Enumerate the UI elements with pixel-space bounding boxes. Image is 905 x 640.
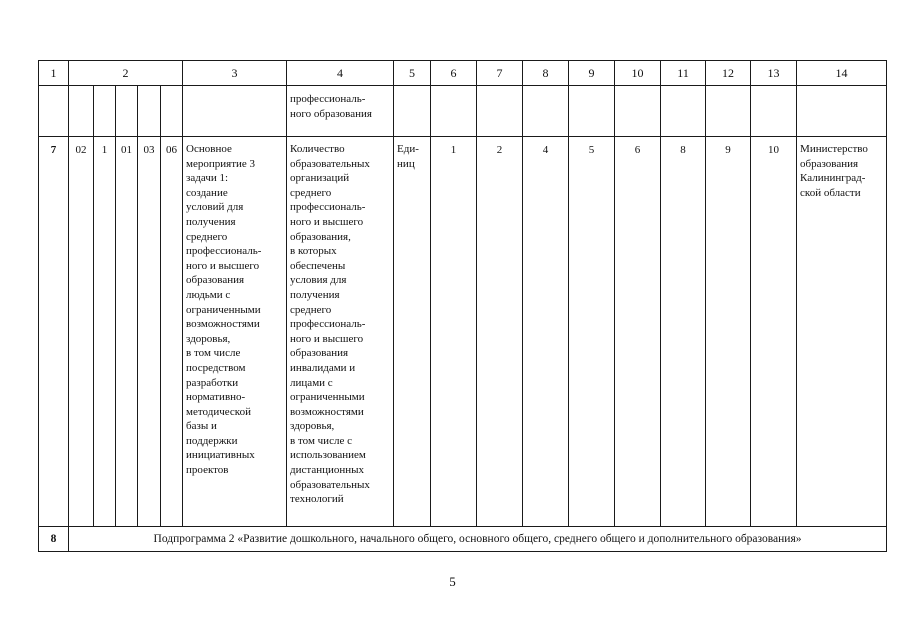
header-cell-5: 5	[394, 61, 431, 86]
header-cell-6: 6	[431, 61, 477, 86]
code-cell: 1	[94, 137, 116, 527]
header-cell-1: 1	[39, 61, 69, 86]
unit-cell: Еди- ниц	[394, 137, 431, 527]
value-cell: 10	[751, 137, 797, 527]
header-row	[39, 61, 887, 86]
indicator-description: Количество образовательных организаций среднего профессиональ- ного и высшего образования, в которых обеспечены условия для получения среднего профессиональ- ного и высшего образования инвалидами и лицами с ограниченными возможностями здоровья, в том числе с использованием дистанционных образовательных технологий	[287, 137, 394, 527]
header-cell-14: 14	[797, 61, 887, 86]
value-cell: 1	[431, 137, 477, 527]
header-cell-8: 8	[523, 61, 569, 86]
header-cell-11: 11	[661, 61, 706, 86]
header-cell-9: 9	[569, 61, 615, 86]
table-row-7	[39, 137, 887, 527]
code-cell: 06	[161, 137, 183, 527]
subprogram-title: Подпрограмма 2 «Развитие дошкольного, начального общего, основного общего, среднего общего и дополнительного образования»	[69, 527, 887, 552]
code-cell: 02	[69, 137, 94, 527]
value-cell: 2	[477, 137, 523, 527]
header-cell-3: 3	[183, 61, 287, 86]
code-cell: 03	[138, 137, 161, 527]
program-table	[38, 60, 887, 552]
header-cell-10: 10	[615, 61, 661, 86]
activity-description: Основное мероприятие 3 задачи 1: создание условий для получения среднего профессиональ- ного и высшего образования людьми с ограниченными возможностями здоровья, в том числе посредством разработки нормативно- методической базы и поддержки инициативных проектов	[183, 137, 287, 527]
page-number: 5	[449, 574, 456, 589]
continuation-row	[39, 86, 887, 137]
row-number: 8	[39, 527, 69, 552]
responsible-executor: Министерство образования Калининград- ской области	[797, 137, 887, 527]
table-row-8	[39, 527, 887, 552]
code-cell: 01	[116, 137, 138, 527]
header-cell-12: 12	[706, 61, 751, 86]
value-cell: 9	[706, 137, 751, 527]
header-cell-2: 2	[69, 61, 183, 86]
row-number: 7	[39, 137, 69, 527]
value-cell: 4	[523, 137, 569, 527]
value-cell: 6	[615, 137, 661, 527]
value-cell: 5	[569, 137, 615, 527]
value-cell: 8	[661, 137, 706, 527]
header-cell-7: 7	[477, 61, 523, 86]
header-cell-13: 13	[751, 61, 797, 86]
header-cell-4: 4	[287, 61, 394, 86]
continuation-text: профессиональ- ного образования	[287, 86, 394, 137]
